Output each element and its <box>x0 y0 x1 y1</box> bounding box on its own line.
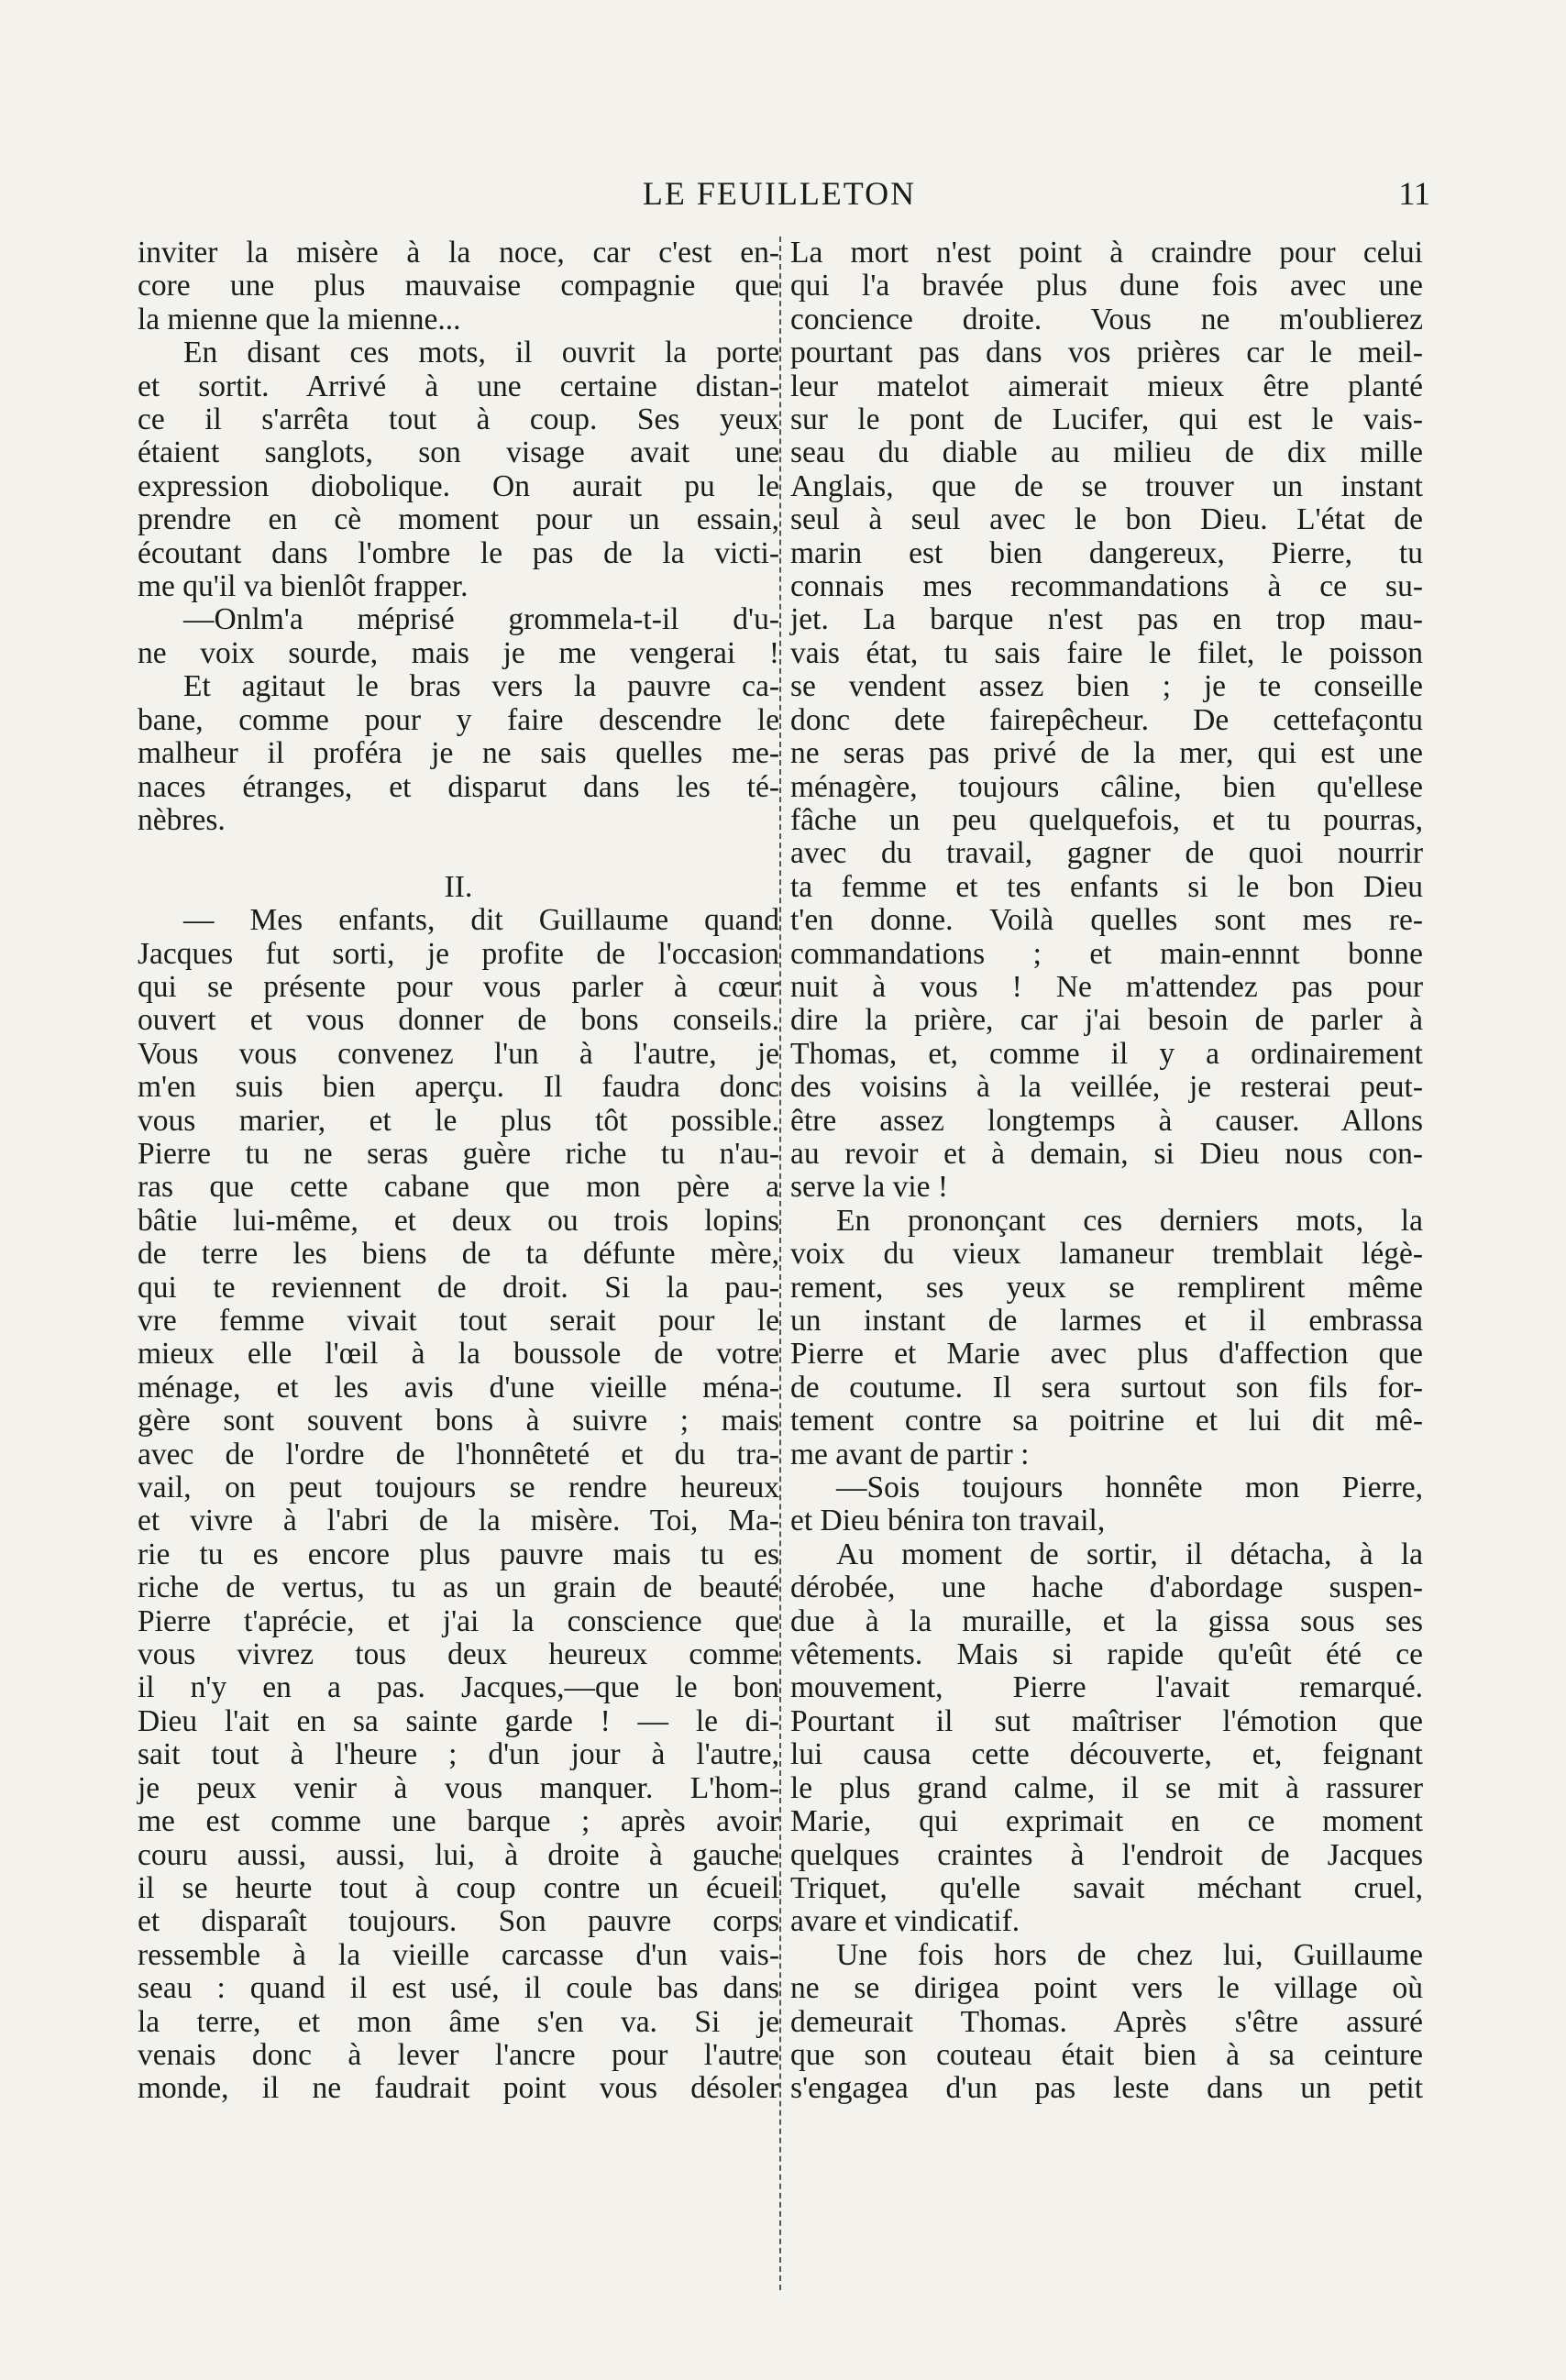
text-line: Anglais, que de se trouver un instant <box>790 468 1423 503</box>
text-line: bâtie lui-même, et deux ou trois lopins <box>138 1203 779 1238</box>
text-line: me avant de partir : <box>790 1437 1030 1471</box>
text-line: il n'y en a pas. Jacques,—que le bon <box>138 1670 779 1705</box>
text-line: il se heurte tout à coup contre un écueil <box>138 1870 779 1905</box>
text-line: tement contre sa poitrine et lui dit mê- <box>790 1404 1423 1438</box>
text-line: t'en donne. Voilà quelles sont mes re- <box>790 903 1423 938</box>
text-line: nuit à vous ! Ne m'attendez pas pour <box>790 969 1423 1004</box>
text-line: avare et vindicatif. <box>790 1904 1020 1939</box>
page-number: 11 <box>1398 175 1430 212</box>
left-column <box>138 237 779 2106</box>
text-line: et vivre à l'abri de la misère. Toi, Ma- <box>138 1504 779 1538</box>
text-line: je peux venir à vous manquer. L'hom- <box>138 1770 779 1805</box>
text-line: me est comme une barque ; après avoir <box>138 1804 779 1839</box>
text-line: ne se dirigea point vers le village où <box>790 1971 1423 2006</box>
text-line: vous vivrez tous deux heureux comme <box>138 1637 779 1672</box>
text-line: concience droite. Vous ne m'oublierez <box>790 302 1423 336</box>
text-line: connais mes recommandations à ce su- <box>790 569 1423 604</box>
text-line: rie tu es encore plus pauvre mais tu es <box>138 1537 779 1571</box>
text-line: vail, on peut toujours se rendre heureux <box>138 1471 779 1505</box>
text-line: donc dete fairepêcheur. De cettefaçontu <box>790 702 1423 737</box>
text-line: m'en suis bien aperçu. Il faudra donc <box>138 1070 779 1105</box>
text-line: jet. La barque n'est pas en trop mau- <box>790 602 1423 637</box>
text-line: la mienne que la mienne... <box>138 302 461 336</box>
text-line: s'engagea d'un pas leste dans un petit <box>790 2071 1423 2106</box>
text-line: écoutant dans l'ombre le pas de la victi- <box>138 535 779 570</box>
text-line <box>138 837 779 870</box>
text-line: dérobée, une hache d'abordage suspen- <box>790 1570 1423 1605</box>
text-line: ne seras pas privé de la mer, qui est une <box>790 736 1423 771</box>
text-line: ne voix sourde, mais je me vengerai ! <box>138 635 779 670</box>
text-line: seau : quand il est usé, il coule bas dans <box>138 1971 779 2006</box>
text-line: monde, il ne faudrait point vous désoler <box>138 2071 779 2106</box>
text-line: ménage, et les avis d'une vieille ména- <box>138 1370 779 1405</box>
text-line: le plus grand calme, il se mit à rassurer <box>790 1770 1423 1805</box>
text-line: et disparaît toujours. Son pauvre corps <box>138 1904 779 1939</box>
text-line: des voisins à la veillée, je resterai peut- <box>790 1070 1423 1105</box>
right-column <box>790 237 1423 2106</box>
text-line: seau du diable au milieu de dix mille <box>790 435 1423 470</box>
text-line: marin est bien dangereux, Pierre, tu <box>790 535 1423 570</box>
text-line: Pierre tu ne seras guère riche tu n'au- <box>138 1136 779 1171</box>
column-divider <box>779 237 781 2290</box>
text-line: et sortit. Arrivé à une certaine distan- <box>138 369 779 403</box>
text-line: La mort n'est point à craindre pour celui <box>790 236 1423 270</box>
text-line: lui causa cette découverte, et, feignant <box>790 1737 1423 1772</box>
text-line: un instant de larmes et il embrassa <box>790 1304 1423 1338</box>
text-line: ta femme et tes enfants si le bon Dieu <box>790 869 1423 904</box>
text-line: core une plus mauvaise compagnie que <box>138 269 779 303</box>
text-line: expression diobolique. On aurait pu le <box>138 468 779 503</box>
text-line: dire la prière, car j'ai besoin de parler à <box>790 1003 1423 1038</box>
text-line: II. <box>444 869 473 904</box>
text-line: sait tout à l'heure ; d'un jour à l'autre, <box>138 1737 779 1772</box>
text-line: vous marier, et le plus tôt possible. <box>138 1103 779 1138</box>
text-line: qui te reviennent de droit. Si la pau- <box>138 1270 779 1305</box>
text-line: Marie, qui exprimait en ce moment <box>790 1804 1423 1839</box>
text-line: demeurait Thomas. Après s'être assuré <box>790 2004 1423 2039</box>
text-line: —Sois toujours honnête mon Pierre, <box>836 1471 1423 1505</box>
text-line: de terre les biens de ta défunte mère, <box>138 1237 779 1272</box>
text-line: Jacques fut sorti, je profite de l'occasion <box>138 936 779 971</box>
text-line: Thomas, et, comme il y a ordinairement <box>790 1036 1423 1071</box>
text-line: seul à seul avec le bon Dieu. L'état de <box>790 502 1423 537</box>
text-line: être assez longtemps à causer. Allons <box>790 1103 1423 1138</box>
text-line: ce il s'arrêta tout à coup. Ses yeux <box>138 402 779 437</box>
text-line: pourtant pas dans vos prières car le meil- <box>790 336 1423 370</box>
text-line: avec du travail, gagner de quoi nourrir <box>790 836 1423 871</box>
text-line: venais donc à lever l'ancre pour l'autre <box>138 2037 779 2072</box>
text-line: ménagère, toujours câline, bien qu'ellese <box>790 769 1423 804</box>
text-line: Dieu l'ait en sa sainte garde ! — le di- <box>138 1703 779 1738</box>
text-line: ouvert et vous donner de bons conseils. <box>138 1003 779 1038</box>
text-line: Vous vous convenez l'un à l'autre, je <box>138 1036 779 1071</box>
text-line: mieux elle l'œil à la boussole de votre <box>138 1337 779 1372</box>
text-line: nèbres. <box>138 802 226 837</box>
text-line: inviter la misère à la noce, car c'est en- <box>138 236 779 270</box>
text-line: Pierre et Marie avec plus d'affection que <box>790 1337 1423 1372</box>
text-line: En disant ces mots, il ouvrit la porte <box>183 336 779 370</box>
text-line: En prononçant ces derniers mots, la <box>836 1203 1423 1238</box>
text-line: quelques craintes à l'endroit de Jacques <box>790 1837 1423 1872</box>
text-line: que son couteau était bien à sa ceinture <box>790 2037 1423 2072</box>
text-line: bane, comme pour y faire descendre le <box>138 702 779 737</box>
text-line: mouvement, Pierre l'avait remarqué. <box>790 1670 1423 1705</box>
text-line: commandations ; et main-ennnt bonne <box>790 936 1423 971</box>
text-line: avec de l'ordre de l'honnêteté et du tra- <box>138 1437 779 1471</box>
text-line: Pourtant il sut maîtriser l'émotion que <box>790 1703 1423 1738</box>
text-line: prendre en cè moment pour un essain, <box>138 502 779 537</box>
text-line: Au moment de sortir, il détacha, à la <box>836 1537 1423 1571</box>
text-line: rement, ses yeux se remplirent même <box>790 1270 1423 1305</box>
text-line: fâche un peu quelquefois, et tu pourras, <box>790 802 1423 837</box>
text-line: qui se présente pour vous parler à cœur <box>138 969 779 1004</box>
text-line: vre femme vivait tout serait pour le <box>138 1304 779 1338</box>
text-line: Et agitaut le bras vers la pauvre ca- <box>183 669 779 704</box>
text-line: malheur il proféra je ne sais quelles me- <box>138 736 779 771</box>
text-line: de coutume. Il sera surtout son fils for- <box>790 1370 1423 1405</box>
text-line: et Dieu bénira ton travail, <box>790 1504 1106 1538</box>
text-line: vêtements. Mais si rapide qu'eût été ce <box>790 1637 1423 1672</box>
text-line: la terre, et mon âme s'en va. Si je <box>138 2004 779 2039</box>
text-line: leur matelot aimerait mieux être planté <box>790 369 1423 403</box>
text-line: Une fois hors de chez lui, Guillaume <box>836 1937 1423 1972</box>
text-line: étaient sanglots, son visage avait une <box>138 435 779 470</box>
text-line: — Mes enfants, dit Guillaume quand <box>183 903 779 938</box>
text-line: qui l'a bravée plus dune fois avec une <box>790 269 1423 303</box>
text-line: serve la vie ! <box>790 1170 949 1205</box>
text-line: naces étranges, et disparut dans les té- <box>138 769 779 804</box>
text-line: due à la muraille, et la gissa sous ses <box>790 1603 1423 1638</box>
running-title: LE FEUILLETON <box>642 175 917 212</box>
text-line: vais état, tu sais faire le filet, le poisson <box>790 635 1423 670</box>
text-line: sur le pont de Lucifer, qui est le vais- <box>790 402 1423 437</box>
text-line: gère sont souvent bons à suivre ; mais <box>138 1404 779 1438</box>
text-line: Pierre t'aprécie, et j'ai la conscience que <box>138 1603 779 1638</box>
page-header <box>128 174 1430 220</box>
text-line: au revoir et à demain, si Dieu nous con- <box>790 1136 1423 1171</box>
text-line: —Onlm'a méprisé grommela-t-il d'u- <box>183 602 779 637</box>
text-line: ressemble à la vieille carcasse d'un vais- <box>138 1937 779 1972</box>
text-line: se vendent assez bien ; je te conseille <box>790 669 1423 704</box>
text-line: me qu'il va bienlôt frapper. <box>138 569 469 604</box>
text-line: ras que cette cabane que mon père a <box>138 1170 779 1205</box>
text-line: Triquet, qu'elle savait méchant cruel, <box>790 1870 1423 1905</box>
text-line: riche de vertus, tu as un grain de beauté <box>138 1570 779 1605</box>
text-line: couru aussi, aussi, lui, à droite à gauche <box>138 1837 779 1872</box>
text-line: voix du vieux lamaneur tremblait légè- <box>790 1237 1423 1272</box>
